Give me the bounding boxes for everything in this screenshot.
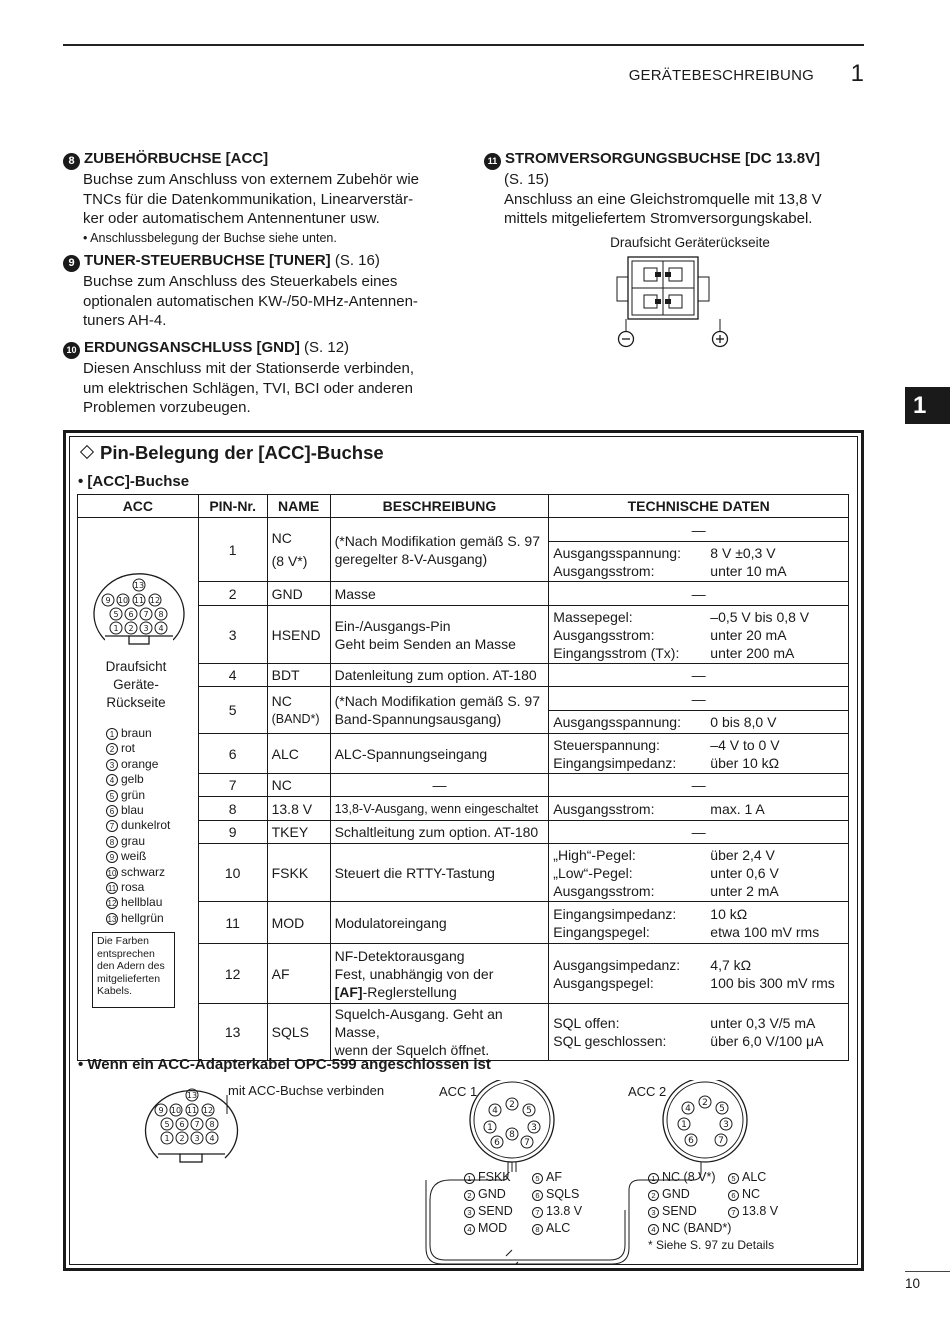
svg-text:6: 6: [688, 1136, 694, 1146]
adapter-subtitle: • Wenn ein ACC-Adapterkabel OPC-599 angeschlossen ist: [78, 1056, 491, 1073]
list-item: 2 GND 6 NC: [648, 1186, 848, 1203]
list-item: 3 orange: [106, 757, 170, 772]
number-10-icon: 10: [63, 342, 80, 359]
acc1-pin-list: [464, 1169, 614, 1237]
svg-text:1: 1: [487, 1123, 493, 1133]
svg-text:3: 3: [143, 624, 149, 633]
svg-text:6: 6: [128, 610, 134, 619]
rear-view-caption: Draufsicht Geräterückseite: [610, 235, 770, 250]
chapter-number: 1: [850, 60, 864, 87]
table-row: 11: [198, 902, 267, 944]
col-header-tech-data: TECHNISCHE DATEN: [549, 495, 849, 518]
acc1-label: ACC 1: [439, 1084, 478, 1099]
svg-text:10: 10: [117, 596, 129, 605]
table-row: 4: [198, 664, 267, 687]
svg-text:5: 5: [526, 1106, 532, 1116]
table-row: 6: [198, 734, 267, 774]
color-note-box: Die Farben entsprechen den Adern des mitgelieferten Kabels.: [92, 932, 175, 1008]
chapter-side-tab: 1: [905, 387, 950, 424]
item-acc-socket: 8 ZUBEHÖRBUCHSE [ACC] Buchse zum Anschluss von externem Zubehör wie TNCs für die Datenkommunikation, Linearverstär- ker oder automatischem Antennentuner usw. • Anschlussbelegung der Buchse siehe unten.: [63, 149, 448, 248]
svg-text:3: 3: [531, 1123, 537, 1133]
item-tuner-socket: 9 TUNER-STEUERBUCHSE [TUNER] (S. 16) Buchse zum Anschluss des Steuerkabels eines optionalen automatischen KW-/50-MHz-Antennen- tuners AH-4.: [63, 251, 448, 331]
number-8-icon: 8: [63, 153, 80, 170]
svg-text:13: 13: [133, 581, 145, 590]
list-item: 4 MOD 8 ALC: [464, 1220, 614, 1237]
list-item: 3 SEND 7 13.8 V: [464, 1203, 614, 1220]
table-row: 9: [198, 821, 267, 844]
table-row: 2: [198, 582, 267, 606]
svg-text:11: 11: [186, 1106, 198, 1115]
list-item: 12 hellblau: [107, 895, 163, 910]
svg-text:4: 4: [685, 1104, 691, 1114]
table-row: 7: [198, 774, 267, 797]
svg-text:4: 4: [209, 1134, 215, 1143]
svg-text:6: 6: [179, 1120, 185, 1129]
svg-text:2: 2: [179, 1134, 185, 1143]
table-row: 1: [198, 518, 267, 582]
list-item: 4 gelb: [106, 772, 170, 787]
item-title: TUNER-STEUERBUCHSE [TUNER]: [84, 252, 331, 269]
list-item: 6 blau: [106, 803, 170, 818]
col-header-pin: PIN-Nr.: [198, 495, 267, 518]
list-item: 10 schwarz: [107, 864, 166, 879]
item-title: STROMVERSORGUNGSBUCHSE [DC 13.8V]: [505, 150, 821, 167]
top-view-caption: Draufsicht Geräte- Rückseite: [105, 659, 167, 710]
number-11-icon: 11: [484, 153, 501, 170]
list-item: 1 NC (8 V*) 5 ALC: [648, 1169, 848, 1186]
list-item: 11 rosa: [107, 880, 145, 895]
acc2-label: ACC 2: [628, 1084, 667, 1099]
section-title: Pin-Belegung der [ACC]-Buchse: [78, 442, 384, 464]
svg-text:5: 5: [719, 1104, 725, 1114]
svg-text:2: 2: [128, 624, 134, 633]
svg-text:1: 1: [681, 1120, 687, 1130]
svg-text:12: 12: [202, 1106, 214, 1115]
svg-text:8: 8: [509, 1130, 515, 1140]
svg-text:11: 11: [133, 596, 145, 605]
list-item: 1 FSKK 5 AF: [464, 1169, 614, 1186]
svg-text:1: 1: [113, 624, 119, 633]
svg-text:1: 1: [164, 1134, 170, 1143]
header-title: GERÄTEBESCHREIBUNG: [628, 67, 814, 84]
table-row: 3: [198, 606, 267, 664]
svg-text:2: 2: [702, 1098, 708, 1108]
table-row: 5: [198, 687, 267, 734]
svg-text:9: 9: [105, 596, 111, 605]
top-rule: [63, 44, 864, 46]
list-item: 3 SEND 7 13.8 V: [648, 1203, 848, 1220]
svg-text:2: 2: [509, 1100, 515, 1110]
table-row: 12: [198, 944, 267, 1004]
col-header-description: BESCHREIBUNG: [330, 495, 549, 518]
item-ground-terminal: 10 ERDUNGSANSCHLUSS [GND] (S. 12) Diesen Anschluss mit der Stationserde verbinden, um elektrischen Schlägen, TVI, BCI oder anderen Problemen vorzubeugen.: [63, 338, 448, 418]
list-item: 1 braun: [106, 726, 170, 741]
svg-text:4: 4: [492, 1106, 498, 1116]
list-item: 2 GND 6 SQLS: [464, 1186, 614, 1203]
page-number: 10: [904, 1276, 920, 1291]
item-title: ERDUNGSANSCHLUSS [GND]: [84, 339, 300, 356]
table-subtitle: • [ACC]-Buchse: [78, 473, 190, 490]
diamond-icon: [80, 445, 94, 459]
number-9-icon: 9: [63, 255, 80, 272]
acc2-footnote: * Siehe S. 97 zu Details: [648, 1238, 775, 1252]
svg-text:7: 7: [524, 1138, 530, 1148]
svg-text:8: 8: [209, 1120, 215, 1129]
svg-text:8: 8: [158, 610, 164, 619]
item-title: ZUBEHÖRBUCHSE [ACC]: [84, 150, 269, 167]
table-row: 10: [198, 844, 267, 902]
svg-text:5: 5: [113, 610, 119, 619]
svg-text:7: 7: [718, 1136, 724, 1146]
svg-text:6: 6: [494, 1138, 500, 1148]
acc-13pin-connector-diagram: [89, 566, 189, 650]
dc-socket-diagram: [612, 255, 737, 350]
svg-text:9: 9: [158, 1106, 164, 1115]
svg-text:3: 3: [194, 1134, 200, 1143]
acc2-pin-list: [648, 1169, 848, 1254]
list-item: 8 grau: [106, 834, 170, 849]
list-item: 4 NC (BAND*): [648, 1220, 848, 1237]
connect-label: mit ACC-Buchse verbinden: [228, 1083, 385, 1098]
table-row: 13: [198, 1004, 267, 1061]
list-item: 2 rot: [106, 741, 170, 756]
svg-text:10: 10: [170, 1106, 182, 1115]
svg-text:13: 13: [186, 1091, 198, 1100]
item-power-socket: 11 STROMVERSORGUNGSBUCHSE [DC 13.8V] (S. 15) Anschluss an eine Gleichstromquelle mit 13,8 V mittels mitgeliefertem Stromversorgungskabel.: [484, 149, 869, 229]
list-item: 9 weiß: [106, 849, 170, 864]
table-row: 8: [198, 797, 267, 821]
list-item: 5 grün: [106, 788, 170, 803]
col-header-name: NAME: [267, 495, 330, 518]
svg-text:5: 5: [164, 1120, 170, 1129]
svg-text:4: 4: [158, 624, 164, 633]
svg-text:3: 3: [723, 1120, 729, 1130]
wire-color-list: [106, 726, 170, 926]
svg-text:7: 7: [143, 610, 149, 619]
svg-text:7: 7: [194, 1120, 200, 1129]
svg-text:12: 12: [149, 596, 161, 605]
list-item: 7 dunkelrot: [106, 818, 170, 833]
acc-pin-table: ACC PIN-Nr. NAME BESCHREIBUNG TECHNISCHE DATEN 1 NC (8 V*) (*Nach Modifikation gemäß S. 97 geregelter 8-V-Ausgang) — Ausgangsspannung: 8 V ±0,3 V Ausgangsstrom: unter 10 mA 2 GND Masse — 3 HSEND Ein-/Ausgangs-Pin Geht beim Senden an Masse Massepegel: –0,5 V bis 0,8 V Ausgangsstrom: unter 20 mA Eingangsstrom (Tx): unter 200 mA 4 BDT Datenleitung zum option. AT-180 — 5 NC (BAND*) (*Nach Modifikation gemäß S. 97 Band-Spannungsausgang) — Ausgangsspannung: 0 bis 8,0 V 6 ALC ALC-Spannungseingang Steuerspannung: –4 V to 0 V Eingangsimpedanz: über 10 kΩ 7 NC — — 8 13.8 V 13,8-V-Ausgang, wenn eingeschaltet Ausgangsstrom: max. 1 A 9 TKEY Schaltleitung zum option. AT-180 — 10 FSKK Steuert die RTTY-Tastung „High“-Pegel: über 2,4 V „Low“-Pegel: unter 0,6 V Ausgangsstrom: unter 2 mA 11 MOD Modulatoreingang Eingangsimpedanz: 10 kΩ Eingangspegel: etwa 100 mV rms 12 AF NF-Detektorausgang Fest, unabhängig von der [AF]-Reglerstellung Ausgangsimpedanz: 4,7 kΩ Ausgangspegel: 100 bis 300 mV rms 13 SQLS Squelch-Ausgang. Geht an Masse, wenn der Squelch öffnet. SQL offen: unter 0,3 V/5 mA SQL geschlossen: über 6,0 V/100 μA: [77, 494, 849, 1061]
list-item: 13 hellgrün: [107, 910, 164, 925]
col-header-acc: ACC: [78, 495, 199, 518]
